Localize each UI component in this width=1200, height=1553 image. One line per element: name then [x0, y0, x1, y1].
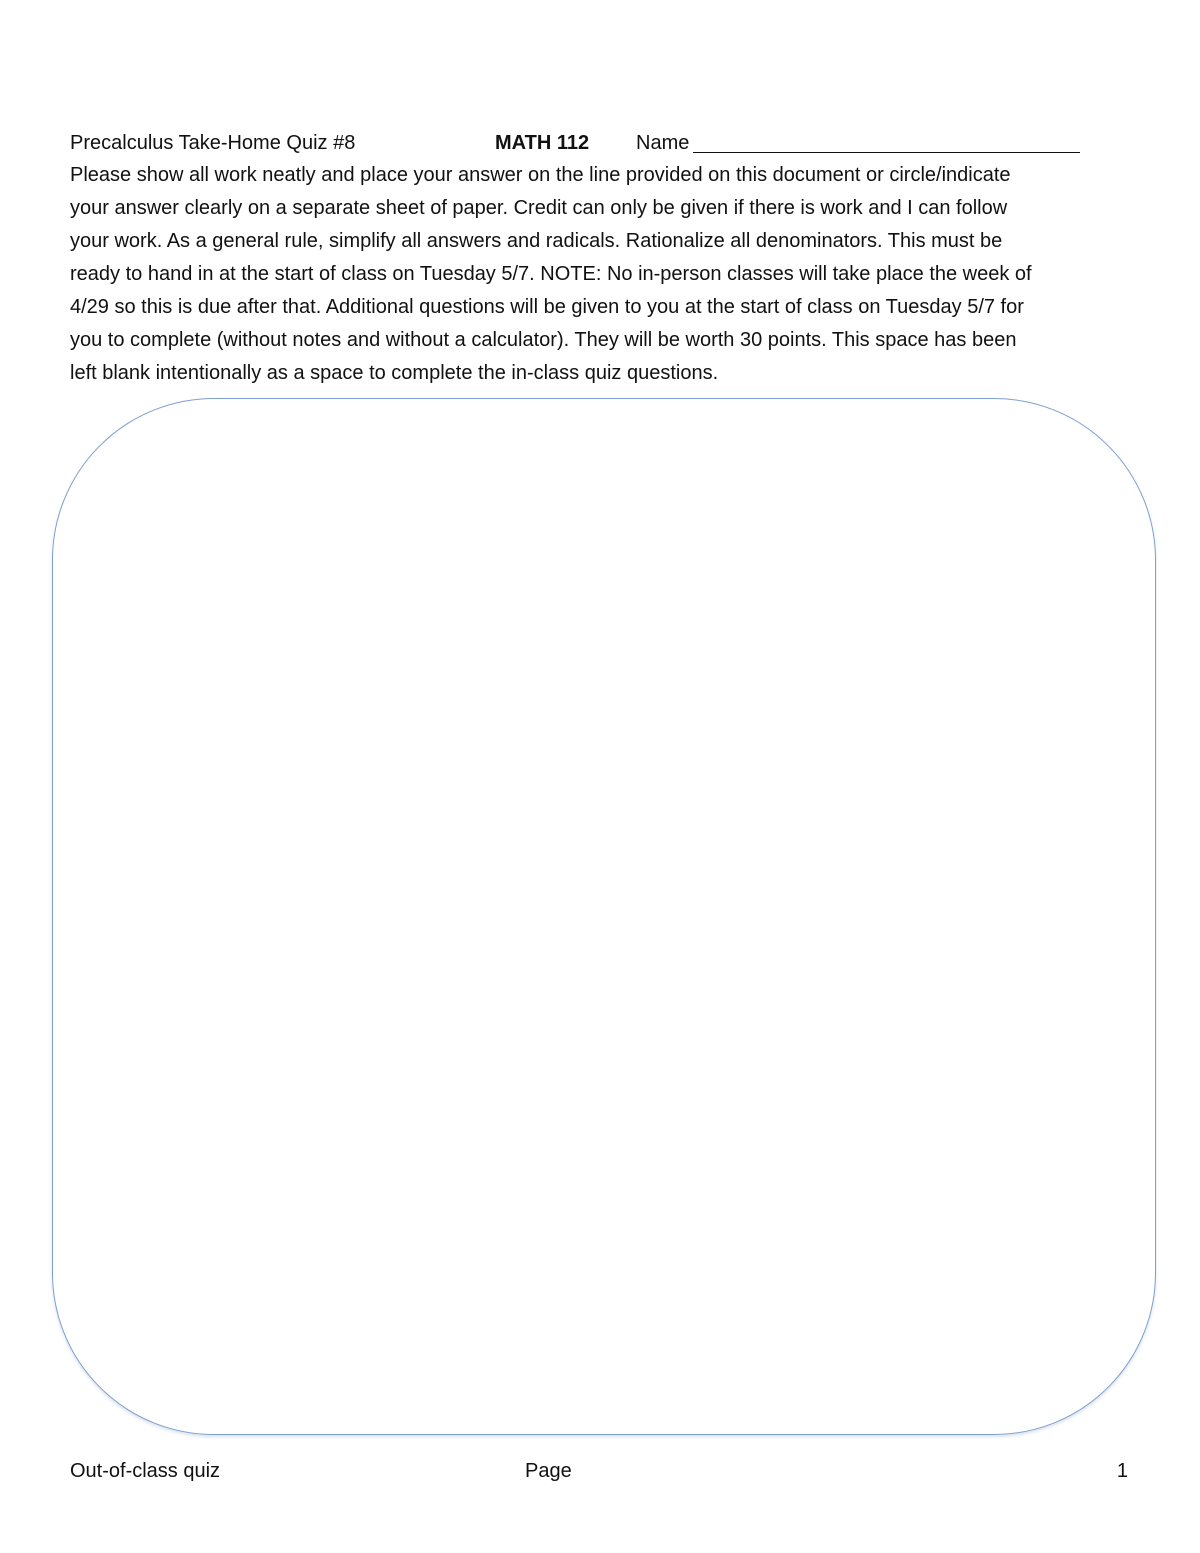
page-footer — [70, 1456, 1130, 1486]
instructions-line: Please show all work neatly and place your answer on the line provided on this document or circle/indicate — [70, 164, 1011, 186]
instructions-line: your work. As a general rule, simplify all answers and radicals. Rationalize all denominators. This must be — [70, 230, 1003, 252]
name-blank-line[interactable] — [693, 152, 1080, 153]
answer-space-box[interactable] — [52, 398, 1156, 1435]
instructions-line: ready to hand in at the start of class on Tuesday 5/7. NOTE: No in-person classes will take place the week of — [70, 263, 1032, 285]
instructions-paragraph — [70, 159, 1130, 390]
instructions-line: you to complete (without notes and without a calculator). They will be worth 30 points. This space has been — [70, 329, 1017, 351]
quiz-header — [70, 129, 1130, 157]
footer-label: Out-of-class quiz — [70, 1460, 221, 1482]
instructions-line: your answer clearly on a separate sheet of paper. Credit can only be given if there is work and I can follow — [70, 197, 1008, 219]
course-code: MATH 112 — [495, 132, 590, 154]
footer-page-label: Page — [525, 1460, 572, 1482]
quiz-title: Precalculus Take-Home Quiz #8 — [70, 132, 356, 154]
page-number: 1 — [1116, 1460, 1128, 1482]
instructions-line: 4/29 so this is due after that. Additional questions will be given to you at the start of class on Tuesday 5/7 for — [70, 296, 1024, 318]
instructions-line: left blank intentionally as a space to complete the in-class quiz questions. — [70, 362, 719, 384]
name-label: Name — [636, 132, 690, 154]
